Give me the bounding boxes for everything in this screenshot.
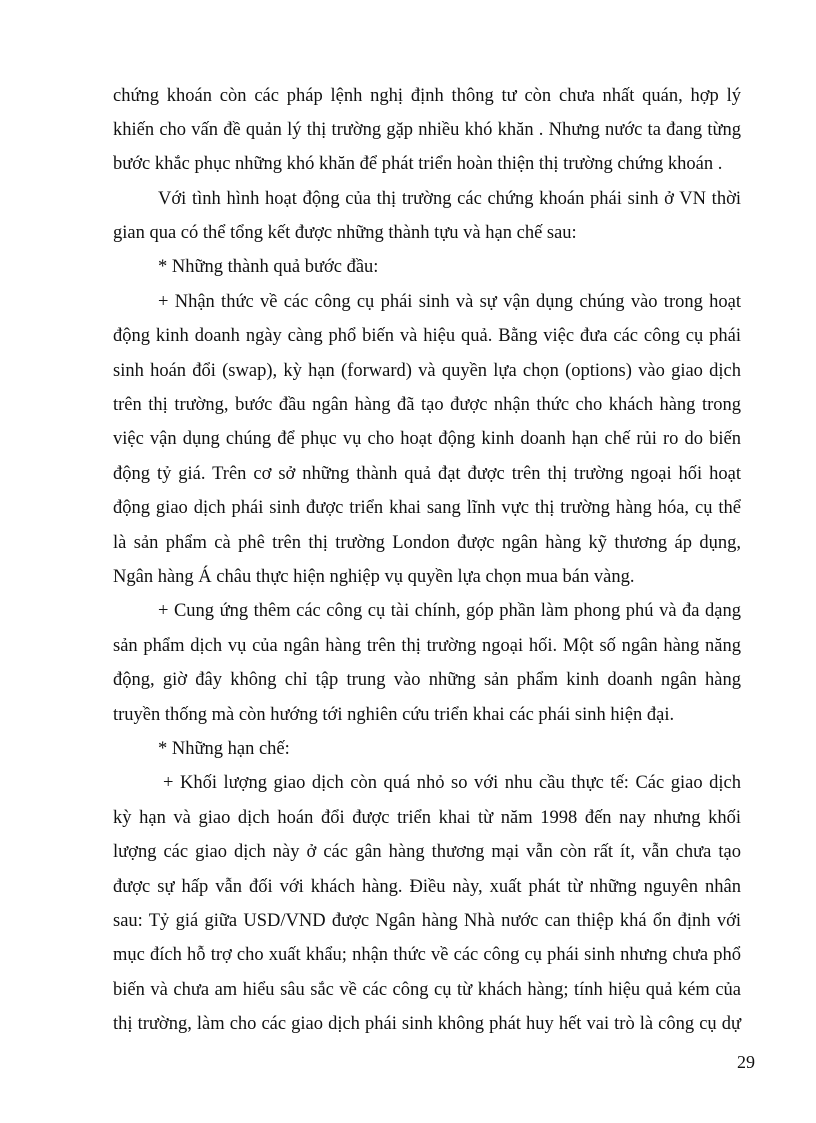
text-line: gian qua có thể tổng kết được những thành tựu và hạn chế sau: xyxy=(113,223,577,243)
text-line: + Khối lượng giao dịch còn quá nhỏ so với nhu cầu thực tế: Các giao dịch xyxy=(163,773,741,793)
text-line: + Nhận thức về các công cụ phái sinh và sự vận dụng chúng vào trong hoạt xyxy=(158,292,741,312)
text-line: + Cung ứng thêm các công cụ tài chính, góp phần làm phong phú và đa dạng xyxy=(158,601,741,621)
text-line: Ngân hàng Á châu thực hiện nghiệp vụ quyền lựa chọn mua bán vàng. xyxy=(113,567,635,587)
section-heading: * Những thành quả bước đầu: xyxy=(158,257,379,277)
text-line: việc vận dụng chúng để phục vụ cho hoạt động kinh doanh hạn chế rủi ro do biến xyxy=(113,429,741,449)
text-line: khiến cho vấn đề quản lý thị trường gặp nhiều khó khăn . Nhưng nước ta đang từng xyxy=(113,120,741,140)
text-line: bước khắc phục những khó khăn để phát triển hoàn thiện thị trường chứng khoán . xyxy=(113,154,723,174)
text-line: động kinh doanh ngày càng phổ biến và hiệu quả. Bằng việc đưa các công cụ phái xyxy=(113,326,741,346)
text-line: chứng khoán còn các pháp lệnh nghị định thông tư còn chưa nhất quán, hợp lý xyxy=(113,86,741,106)
text-line: sau: Tỷ giá giữa USD/VND được Ngân hàng Nhà nước can thiệp khá ổn định với xyxy=(113,911,741,931)
text-line: động, giờ đây không chỉ tập trung vào những sản phẩm kinh doanh ngân hàng xyxy=(113,670,741,690)
text-line: động tỷ giá. Trên cơ sở những thành quả đạt được trên thị trường ngoại hối hoạt xyxy=(113,464,741,484)
text-line: được sự hấp vẫn đối với khách hàng. Điều này, xuất phát từ những nguyên nhân xyxy=(113,877,741,897)
section-heading: * Những hạn chế: xyxy=(158,739,290,759)
text-line: thị trường, làm cho các giao dịch phái sinh không phát huy hết vai trò là công cụ dự xyxy=(113,1014,741,1034)
text-line: là sản phẩm cà phê trên thị trường London được ngân hàng kỹ thương áp dụng, xyxy=(113,533,741,553)
text-line: sinh hoán đổi (swap), kỳ hạn (forward) và quyền lựa chọn (options) vào giao dịch xyxy=(113,361,741,381)
text-line: mục đích hỗ trợ cho xuất khẩu; nhận thức về các công cụ phái sinh nhưng chưa phổ xyxy=(113,945,741,965)
text-line: động giao dịch phái sinh được triển khai sang lĩnh vực thị trường hàng hóa, cụ thể xyxy=(113,498,741,518)
page-number: 29 xyxy=(737,1052,755,1072)
text-line: Với tình hình hoạt động của thị trường các chứng khoán phái sinh ở VN thời xyxy=(158,189,741,209)
text-line: truyền thống mà còn hướng tới nghiên cứu triển khai các phái sinh hiện đại. xyxy=(113,705,675,725)
text-line: lượng các giao dịch này ở các gân hàng thương mại vẫn còn rất ít, vẫn chưa tạo xyxy=(113,842,741,862)
text-line: biến và chưa am hiểu sâu sắc về các công cụ từ khách hàng; tính hiệu quả kém của xyxy=(113,980,741,1000)
text-line: kỳ hạn và giao dịch hoán đổi được triển khai từ năm 1998 đến nay nhưng khối xyxy=(113,808,741,828)
text-line: sản phẩm dịch vụ của ngân hàng trên thị trường ngoại hối. Một số ngân hàng năng xyxy=(113,636,741,656)
text-line: trên thị trường, bước đầu ngân hàng đã tạo được nhận thức cho khách hàng trong xyxy=(113,395,741,415)
